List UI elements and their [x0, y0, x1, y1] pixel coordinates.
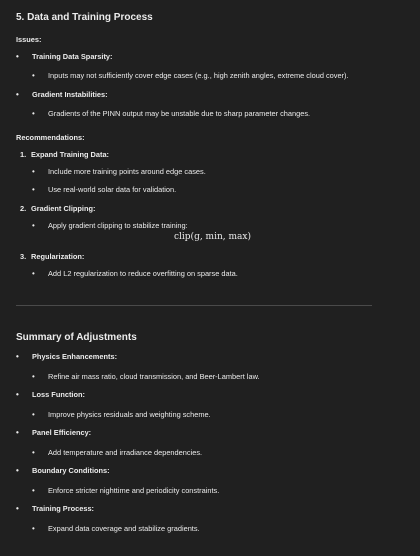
issue-item-detail: • Inputs may not sufficiently cover edge cases (e.g., high zenith angles, extreme cloud cover). — [32, 72, 349, 81]
gradient-clip-formula: clip(g, min, max) — [174, 232, 251, 242]
recommendation-label: Gradient Clipping: — [31, 204, 96, 213]
summary-item-detail: • Enforce stricter nighttime and periodicity constraints. — [32, 487, 219, 496]
summary-item-label: • Boundary Conditions: — [16, 467, 110, 476]
recommendation-number: 1. — [20, 150, 27, 159]
issue-item-label: • Gradient Instabilities: — [16, 91, 108, 100]
recommendations-label: Recommendations: — [16, 133, 85, 142]
issue-item-label: • Training Data Sparsity: — [16, 53, 113, 62]
section-heading-summary: Summary of Adjustments — [16, 332, 137, 343]
recommendation-detail: • Apply gradient clipping to stabilize training: — [32, 222, 188, 231]
summary-item-label: • Panel Efficiency: — [16, 429, 91, 438]
summary-item-detail: • Improve physics residuals and weighting scheme. — [32, 411, 211, 420]
summary-item-label: • Physics Enhancements: — [16, 353, 117, 362]
recommendation-detail: • Include more training points around edge cases. — [32, 168, 206, 177]
summary-item-label: • Training Process: — [16, 505, 94, 514]
section-divider — [16, 305, 372, 306]
recommendation-label: Regularization: — [31, 252, 85, 261]
recommendation-detail: • Add L2 regularization to reduce overfitting on sparse data. — [32, 270, 238, 279]
issue-item-detail: • Gradients of the PINN output may be unstable due to sharp parameter changes. — [32, 110, 310, 119]
recommendation-label: Expand Training Data: — [31, 150, 110, 159]
summary-item-label: • Loss Function: — [16, 391, 85, 400]
summary-item-detail: • Add temperature and irradiance dependencies. — [32, 449, 202, 458]
section-heading-data-training: 5. Data and Training Process — [16, 12, 153, 23]
summary-item-detail: • Refine air mass ratio, cloud transmission, and Beer-Lambert law. — [32, 373, 260, 382]
recommendation-number: 3. — [20, 252, 27, 261]
issues-label: Issues: — [16, 35, 42, 44]
recommendation-detail: • Use real-world solar data for validation. — [32, 186, 176, 195]
summary-item-detail: • Expand data coverage and stabilize gradients. — [32, 525, 200, 534]
recommendation-number: 2. — [20, 204, 27, 213]
